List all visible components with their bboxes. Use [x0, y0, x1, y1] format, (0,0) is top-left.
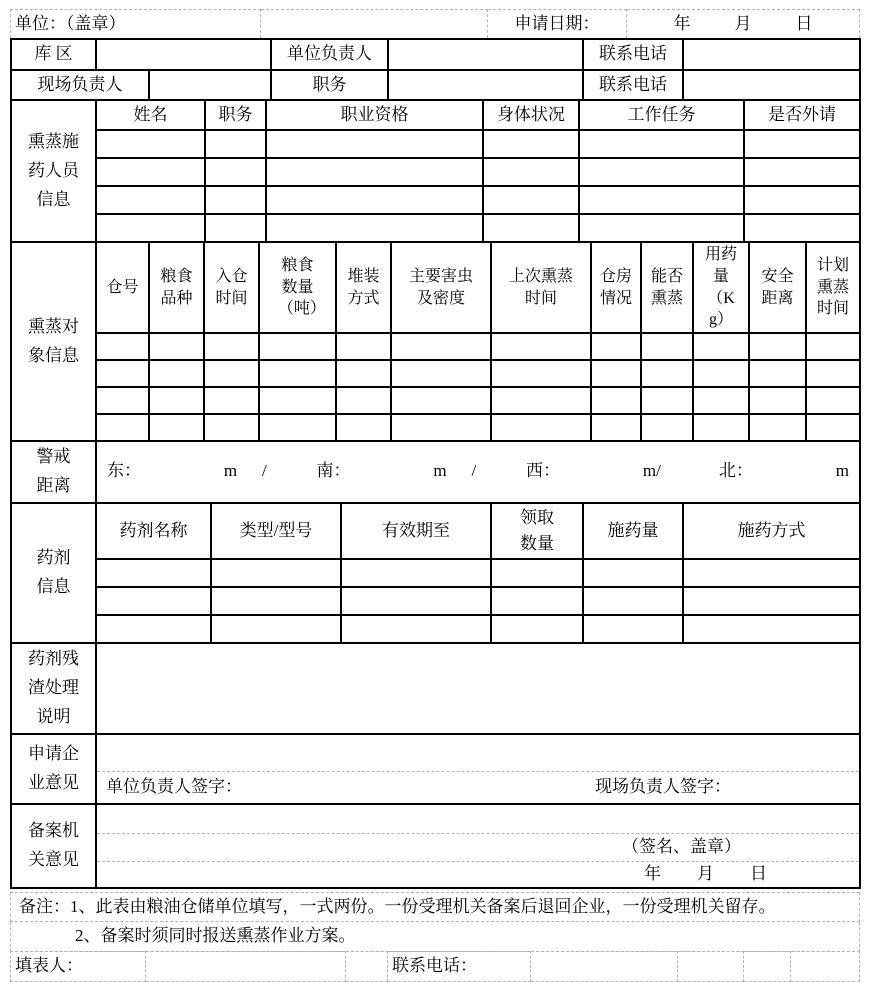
authority-date-row — [97, 861, 859, 887]
depot-input[interactable] — [96, 39, 271, 69]
site-head-signature-label: 现场负责人签字： — [595, 777, 731, 797]
target-input-cell[interactable] — [749, 387, 806, 414]
month-label: 月 — [697, 864, 714, 884]
personnel-input-cell[interactable] — [96, 214, 205, 242]
applicant-opinion-field — [96, 734, 860, 804]
target-input-cell[interactable] — [591, 387, 641, 414]
col-header-expiry: 有效期至 — [341, 503, 491, 560]
personnel-input-cell[interactable] — [579, 130, 744, 158]
chemical-section-label: 药剂信息 — [11, 503, 96, 644]
form-filler-label: 填表人： — [11, 951, 146, 981]
sign-seal-row — [97, 833, 859, 861]
col-header-silo-condition: 仓房情况 — [591, 242, 641, 332]
chemical-input-cell[interactable] — [211, 559, 341, 587]
day-label: 日 — [795, 14, 813, 33]
target-input-cell[interactable] — [806, 387, 860, 414]
form-filler-input[interactable] — [146, 951, 346, 981]
personnel-input-cell[interactable] — [96, 130, 205, 158]
target-input-cell[interactable] — [204, 333, 259, 360]
target-input-cell[interactable] — [149, 360, 204, 387]
col-header-chemical-name: 药剂名称 — [96, 503, 211, 560]
chemical-input-cell[interactable] — [683, 587, 860, 615]
personnel-input-cell[interactable] — [205, 158, 266, 186]
authority-opinion-input[interactable] — [97, 805, 859, 833]
chemical-input-cell[interactable] — [583, 587, 683, 615]
personnel-input-cell[interactable] — [205, 214, 266, 242]
personnel-input-cell[interactable] — [266, 130, 483, 158]
col-header-name: 姓名 — [96, 100, 205, 130]
col-header-planned-time: 计划熏蒸时间 — [806, 242, 860, 332]
duty-input[interactable] — [388, 70, 583, 100]
chemical-input-cell[interactable] — [341, 559, 491, 587]
target-input-cell[interactable] — [336, 333, 391, 360]
personnel-input-cell[interactable] — [483, 214, 579, 242]
applicant-signature-row — [97, 771, 859, 803]
footer-phone-input[interactable] — [531, 951, 678, 981]
col-header-grain-type: 粮食品种 — [149, 242, 204, 332]
site-head-label: 现场负责人 — [11, 70, 149, 100]
top-header-row — [10, 9, 860, 38]
col-header-grain-qty: 粮食数量（吨） — [259, 242, 336, 332]
alert-distance-row — [10, 440, 861, 504]
target-input-cell[interactable] — [336, 387, 391, 414]
footer-phone-label: 联系电话： — [388, 951, 531, 981]
target-input-cell[interactable] — [149, 333, 204, 360]
target-input-cell[interactable] — [491, 414, 591, 441]
target-input-cell[interactable] — [336, 360, 391, 387]
col-header-silo-no: 仓号 — [96, 242, 149, 332]
depot-label: 库 区 — [11, 39, 96, 69]
day-label: 日 — [750, 864, 767, 884]
personnel-input-cell[interactable] — [266, 158, 483, 186]
target-input-cell[interactable] — [391, 387, 491, 414]
phone1-input[interactable] — [683, 39, 860, 69]
col-header-pests: 主要害虫及密度 — [391, 242, 491, 332]
target-input-cell[interactable] — [693, 387, 749, 414]
unit-name-input[interactable] — [261, 10, 488, 39]
east-label: 东： — [107, 461, 141, 481]
phone2-input[interactable] — [683, 70, 860, 100]
personnel-input-cell[interactable] — [266, 214, 483, 242]
chemical-input-cell[interactable] — [341, 615, 491, 643]
personnel-input-cell[interactable] — [266, 186, 483, 214]
south-label: 南： — [316, 461, 351, 481]
target-input-cell[interactable] — [641, 360, 693, 387]
north-unit: m — [835, 461, 850, 481]
personnel-input-cell[interactable] — [744, 158, 860, 186]
col-header-safe-distance: 安全距离 — [749, 242, 806, 332]
target-input-cell[interactable] — [204, 360, 259, 387]
target-input-cell[interactable] — [149, 387, 204, 414]
separator: / — [471, 461, 477, 481]
target-input-cell[interactable] — [806, 333, 860, 360]
target-input-cell[interactable] — [806, 360, 860, 387]
target-input-cell[interactable] — [491, 387, 591, 414]
target-input-cell[interactable] — [259, 360, 336, 387]
site-head-input[interactable] — [149, 70, 271, 100]
target-input-cell[interactable] — [749, 360, 806, 387]
form-filler-row — [10, 951, 860, 982]
col-header-external: 是否外请 — [744, 100, 860, 130]
target-input-cell[interactable] — [259, 333, 336, 360]
col-header-stacking: 堆装方式 — [336, 242, 391, 332]
unit-head-input[interactable] — [388, 39, 583, 69]
empty-cell[interactable] — [791, 951, 860, 981]
applicant-section-label: 申请企业意见 — [11, 734, 96, 804]
target-input-cell[interactable] — [491, 360, 591, 387]
note-line-1: 备注：1、此表由粮油仓储单位填写，一式两份。一份受理机关备案后退回企业，一份受理机关留存。 — [11, 892, 860, 921]
phone2-label: 联系电话 — [583, 70, 683, 100]
personnel-input-cell[interactable] — [483, 186, 579, 214]
year-label: 年 — [644, 864, 661, 884]
note-line-2: 2、备案时须同时报送熏蒸作业方案。 — [11, 922, 860, 951]
alert-distance-field[interactable] — [96, 441, 860, 503]
unit-head-label: 单位负责人 — [271, 39, 388, 69]
west-label: 西： — [526, 461, 560, 481]
target-input-cell[interactable] — [96, 360, 149, 387]
target-input-cell[interactable] — [336, 414, 391, 441]
chemical-input-cell[interactable] — [211, 587, 341, 615]
chemical-input-cell[interactable] — [96, 559, 211, 587]
col-header-chemical-type: 类型/型号 — [211, 503, 341, 560]
personnel-input-cell[interactable] — [744, 186, 860, 214]
col-header-health: 身体状况 — [483, 100, 579, 130]
personnel-input-cell[interactable] — [579, 214, 744, 242]
chemical-input-cell[interactable] — [583, 615, 683, 643]
target-input-cell[interactable] — [591, 333, 641, 360]
target-input-cell[interactable] — [591, 360, 641, 387]
col-header-last-fumigation: 上次熏蒸时间 — [491, 242, 591, 332]
personnel-input-cell[interactable] — [579, 158, 744, 186]
target-input-cell[interactable] — [749, 333, 806, 360]
personnel-input-cell[interactable] — [579, 186, 744, 214]
col-header-duty: 职务 — [205, 100, 266, 130]
unit-seal-label: 单位：（盖章） — [11, 10, 261, 39]
personnel-section — [10, 99, 861, 243]
personnel-input-cell[interactable] — [96, 186, 205, 214]
chemical-input-cell[interactable] — [683, 615, 860, 643]
target-input-cell[interactable] — [204, 387, 259, 414]
chemical-input-cell[interactable] — [683, 559, 860, 587]
target-input-cell[interactable] — [806, 414, 860, 441]
personnel-input-cell[interactable] — [483, 130, 579, 158]
authority-opinion-field — [96, 804, 860, 888]
target-input-cell[interactable] — [749, 414, 806, 441]
personnel-input-cell[interactable] — [744, 214, 860, 242]
personnel-input-cell[interactable] — [96, 158, 205, 186]
notes-section — [10, 892, 860, 952]
unit-head-signature-label: 单位负责人签字： — [106, 777, 242, 797]
col-header-task: 工作任务 — [579, 100, 744, 130]
target-section-label: 熏蒸对象信息 — [11, 242, 96, 440]
target-input-cell[interactable] — [591, 414, 641, 441]
chemical-input-cell[interactable] — [96, 615, 211, 643]
target-input-cell[interactable] — [259, 387, 336, 414]
col-header-applied-dose: 施药量 — [583, 503, 683, 560]
fumigation-target-section — [10, 241, 861, 441]
chemical-input-cell[interactable] — [96, 587, 211, 615]
chemical-input-cell[interactable] — [211, 615, 341, 643]
target-input-cell[interactable] — [491, 333, 591, 360]
separator: / — [262, 461, 267, 481]
target-input-cell[interactable] — [693, 333, 749, 360]
personnel-section-label: 熏蒸施药人员信息 — [11, 100, 96, 242]
north-label: 北： — [718, 461, 753, 481]
personnel-input-cell[interactable] — [483, 158, 579, 186]
target-input-cell[interactable] — [641, 414, 693, 441]
target-input-cell[interactable] — [641, 387, 693, 414]
col-header-qualification: 职业资格 — [266, 100, 483, 130]
empty-cell[interactable] — [678, 951, 744, 981]
col-header-storage-date: 入仓时间 — [204, 242, 259, 332]
target-input-cell[interactable] — [149, 414, 204, 441]
target-input-cell[interactable] — [391, 414, 491, 441]
chemical-input-cell[interactable] — [491, 587, 583, 615]
basic-info-table — [10, 38, 861, 101]
target-input-cell[interactable] — [693, 360, 749, 387]
residue-section — [10, 642, 861, 735]
personnel-input-cell[interactable] — [205, 130, 266, 158]
year-label: 年 — [673, 14, 691, 33]
sign-seal-label: （签名、盖章） — [622, 837, 741, 857]
month-label: 月 — [734, 14, 752, 33]
target-input-cell[interactable] — [391, 333, 491, 360]
target-input-cell[interactable] — [96, 333, 149, 360]
south-unit: m — [433, 461, 447, 481]
apply-date-label: 申请日期： — [488, 10, 627, 39]
chemical-info-section — [10, 502, 861, 645]
target-input-cell[interactable] — [693, 414, 749, 441]
authority-section-label: 备案机关意见 — [11, 804, 96, 888]
authority-opinion-section — [10, 803, 861, 889]
empty-cell[interactable] — [744, 951, 791, 981]
duty-label: 职务 — [271, 70, 388, 100]
applicant-opinion-section — [10, 733, 861, 805]
residue-description-input[interactable] — [96, 643, 860, 734]
target-input-cell[interactable] — [96, 414, 149, 441]
col-header-dose-kg: 用药量（Kg） — [693, 242, 749, 332]
chemical-input-cell[interactable] — [583, 559, 683, 587]
west-unit: m/ — [642, 461, 661, 481]
target-input-cell[interactable] — [204, 414, 259, 441]
target-input-cell[interactable] — [641, 333, 693, 360]
chemical-input-cell[interactable] — [491, 559, 583, 587]
apply-date-field[interactable] — [627, 10, 860, 39]
alert-distance-label: 警戒距离 — [11, 441, 96, 503]
phone1-label: 联系电话 — [583, 39, 683, 69]
target-input-cell[interactable] — [259, 414, 336, 441]
col-header-can-fumigate: 能否熏蒸 — [641, 242, 693, 332]
chemical-input-cell[interactable] — [341, 587, 491, 615]
residue-section-label: 药剂残渣处理说明 — [11, 643, 96, 734]
empty-cell[interactable] — [346, 951, 388, 981]
chemical-input-cell[interactable] — [491, 615, 583, 643]
col-header-received-qty: 领取数量 — [491, 503, 583, 560]
col-header-application-method: 施药方式 — [683, 503, 860, 560]
target-input-cell[interactable] — [96, 387, 149, 414]
applicant-opinion-input[interactable] — [97, 735, 859, 771]
east-unit: m — [223, 461, 238, 481]
target-input-cell[interactable] — [391, 360, 491, 387]
personnel-input-cell[interactable] — [744, 130, 860, 158]
personnel-input-cell[interactable] — [205, 186, 266, 214]
